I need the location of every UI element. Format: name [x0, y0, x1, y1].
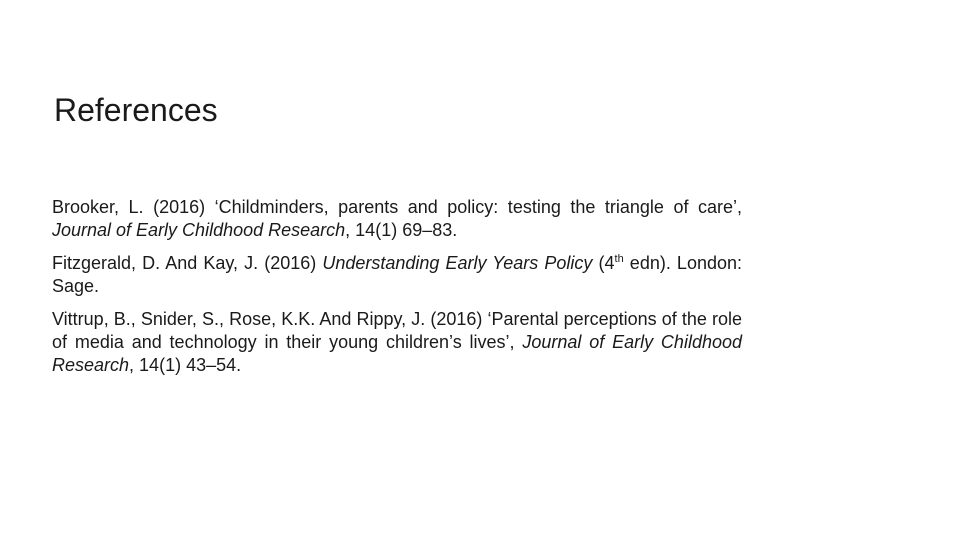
reference-publisher: edn). London: Sage. — [52, 253, 742, 296]
reference-journal: Journal of Early Childhood Research — [52, 220, 346, 240]
reference-item — [52, 308, 742, 377]
reference-details: , 14(1) 43–54. — [129, 355, 242, 375]
reference-book-title: Understanding Early Years Policy — [322, 253, 593, 273]
reference-details: (4 — [592, 253, 615, 273]
reference-text: Brooker, L. (2016) ‘Childminders, parents and policy: testing the triangle of care’, — [52, 197, 742, 217]
reference-details: , 14(1) 69–83. — [345, 220, 458, 240]
reference-text: Fitzgerald, D. And Kay, J. (2016) — [52, 253, 323, 273]
reference-text: Vittrup, B., Snider, S., Rose, K.K. And Rippy, J. (2016) ‘Parental perceptions of the role of media and technology in their young children’s lives’, — [52, 309, 742, 352]
reference-item — [52, 196, 742, 242]
edition-superscript: th — [614, 253, 624, 265]
reference-list — [52, 196, 742, 387]
reference-item — [52, 252, 742, 298]
reference-journal: Journal of Early Childhood Research — [52, 332, 742, 375]
slide-title: References — [54, 92, 218, 128]
